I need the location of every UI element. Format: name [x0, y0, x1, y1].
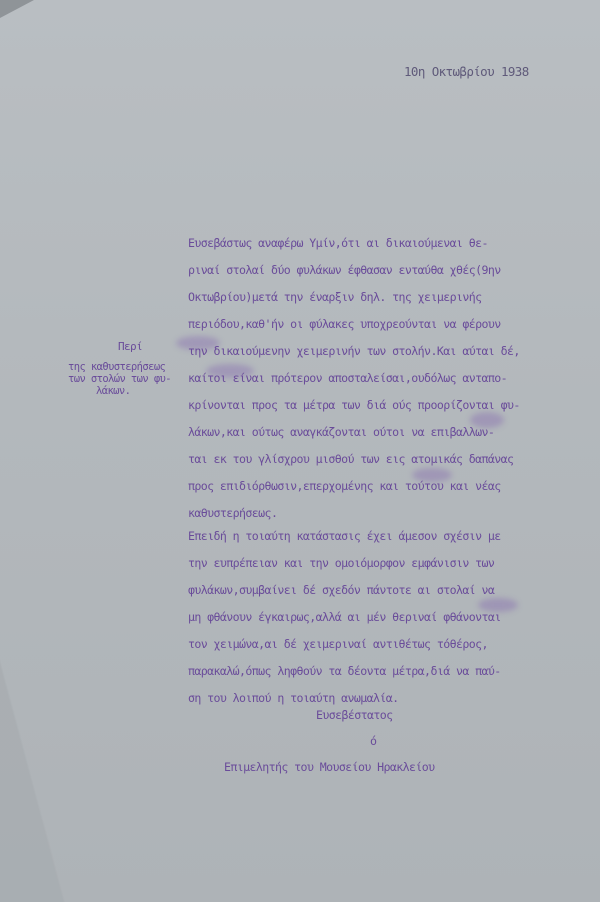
letter-date: 10η Οκτωβρίου 1938 [404, 64, 529, 79]
body-line: τον χειμώνα,αι δέ χειμεριναί αντιθέτως τόθέρος, [188, 637, 488, 651]
body-line: μη φθάνουν έγκαιρως,αλλά αι μέν θεριναί φθάνονται [188, 610, 501, 624]
closing-signatory: Επιμελητής του Μουσείου Ηρακλείου [224, 760, 435, 774]
body-line: καθυστερήσεως. [188, 506, 278, 520]
body-line: περιόδου,καθ'ήν οι φύλακες υποχρεούνται να φέρουν [188, 317, 501, 331]
subject-text [68, 361, 208, 397]
body-line: ση του λοιπού η τοιαύτη ανωμαλία. [188, 691, 399, 705]
body-line: Επειδή η τοιαύτη κατάστασις έχει άμεσον σχέσιν με [188, 529, 501, 543]
body-line: Ευσεβάστως αναφέρω Υμίν,ότι αι δικαιούμεναι θε- [188, 236, 488, 250]
body-line: παρακαλώ,όπως ληφθούν τα δέοντα μέτρα,διά να παύ- [188, 664, 501, 678]
subject-line: των στολών των φυ- [68, 373, 171, 385]
folded-corner [0, 0, 34, 18]
body-line: ριναί στολαί δύο φυλάκων έφθασαν ενταύθα χθές(9ην [188, 263, 501, 277]
body-line: την δικαιούμενην χειμερινήν των στολήν.Και αύται δέ, [188, 344, 520, 358]
closing-article: ό [370, 734, 377, 748]
body-line: την ευπρέπειαν και την ομοιόμορφον εμφάνισιν των [188, 556, 495, 570]
body-line: καίτοι είναι πρότερον αποσταλείσαι,ουδόλως ανταπο- [188, 371, 508, 385]
body-line: προς επιδιόρθωσιν,επερχομένης και τούτου και νέας [188, 479, 501, 493]
body-line: Οκτωβρίου)μετά την έναρξιν δηλ. της χειμερινής [188, 290, 482, 304]
closing-salutation: Ευσεβέστατος [316, 708, 393, 722]
body-line: λάκων,και ούτως αναγκάζονται ούτοι να επιβαλλων- [188, 425, 495, 439]
body-line: ται εκ του γλίσχρου μισθού των εις ατομικάς δαπάνας [188, 452, 514, 466]
subject-line: λάκων. [96, 385, 131, 397]
paper-edge-shadow [0, 562, 120, 902]
body-line: κρίνονται προς τα μέτρα των διά ούς προορίζονται φυ- [188, 398, 520, 412]
body-line: φυλάκων,συμβαίνει δέ σχεδόν πάντοτε αι στολαί να [188, 583, 495, 597]
subject-line: της καθυστερήσεως [68, 361, 166, 373]
subject-label: Περί [118, 340, 143, 353]
